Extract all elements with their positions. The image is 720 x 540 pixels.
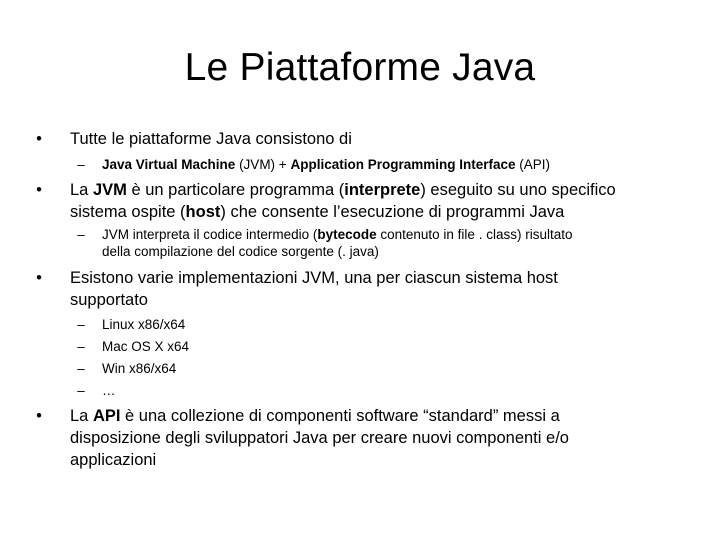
bullet-implementations (36, 267, 690, 311)
bullet-api-line2: disposizione degli sviluppatori Java per creare nuovi componenti e/o (70, 429, 569, 447)
sub-dash: – (77, 227, 85, 242)
platform-item-mac: – Mac OS X x64 (102, 338, 682, 355)
bullet-implementations-line2: supportato (70, 291, 148, 309)
platform-item-linux: – Linux x86/x64 (102, 316, 682, 333)
sub-bytecode (77, 226, 682, 260)
bullet-dot: • (36, 181, 42, 199)
platform-item-win: – Win x86/x64 (102, 360, 682, 377)
bullet-dot: • (36, 269, 42, 287)
host-keyword: host (185, 203, 221, 221)
jvm-keyword: JVM (92, 181, 127, 199)
bullet-platforms (36, 128, 690, 150)
bullet-dot: • (36, 130, 42, 148)
sub-dash: – (77, 339, 85, 354)
bytecode-keyword: bytecode (317, 227, 377, 242)
interprete-keyword: interprete (344, 181, 421, 199)
bullet-platforms-text: Tutte le piattaforme Java consistono di (70, 130, 352, 148)
sub-dash: – (77, 317, 85, 332)
sub-jvm-api (77, 156, 682, 173)
sub-bytecode-line1: JVM interpreta il codice intermedio (bytecode contenuto in file . class) risultato (102, 227, 573, 242)
sub-dash: – (77, 157, 85, 172)
api-abbr: (API) (515, 157, 551, 172)
platform-item-more: – … (102, 382, 682, 399)
slide-title: Le Piattaforme Java (184, 46, 536, 89)
bullet-api-line3: applicazioni (70, 451, 157, 469)
bullet-dot: • (36, 407, 42, 425)
api-term: Application Programming Interface (290, 157, 516, 172)
bullet-api-line1: La API è una collezione di componenti software “standard” messi a (70, 407, 560, 425)
sub-dash: – (77, 361, 85, 376)
bullet-api (36, 405, 690, 471)
bullet-jvm-line2: sistema ospite (host) che consente l’esecuzione di programmi Java (70, 203, 565, 221)
sub-dash: – (77, 383, 85, 398)
jvm-term: Java Virtual Machine (102, 157, 236, 172)
sub-bytecode-line2: della compilazione del codice sorgente (. java) (102, 244, 379, 259)
bullet-jvm (36, 179, 690, 223)
api-keyword: API (92, 407, 121, 425)
bullet-jvm-line1: La JVM è un particolare programma (interprete) eseguito su uno specifico (70, 181, 616, 199)
bullet-implementations-line1: Esistono varie implementazioni JVM, una per ciascun sistema host (70, 269, 558, 287)
jvm-api-text: (JVM) + (235, 157, 291, 172)
